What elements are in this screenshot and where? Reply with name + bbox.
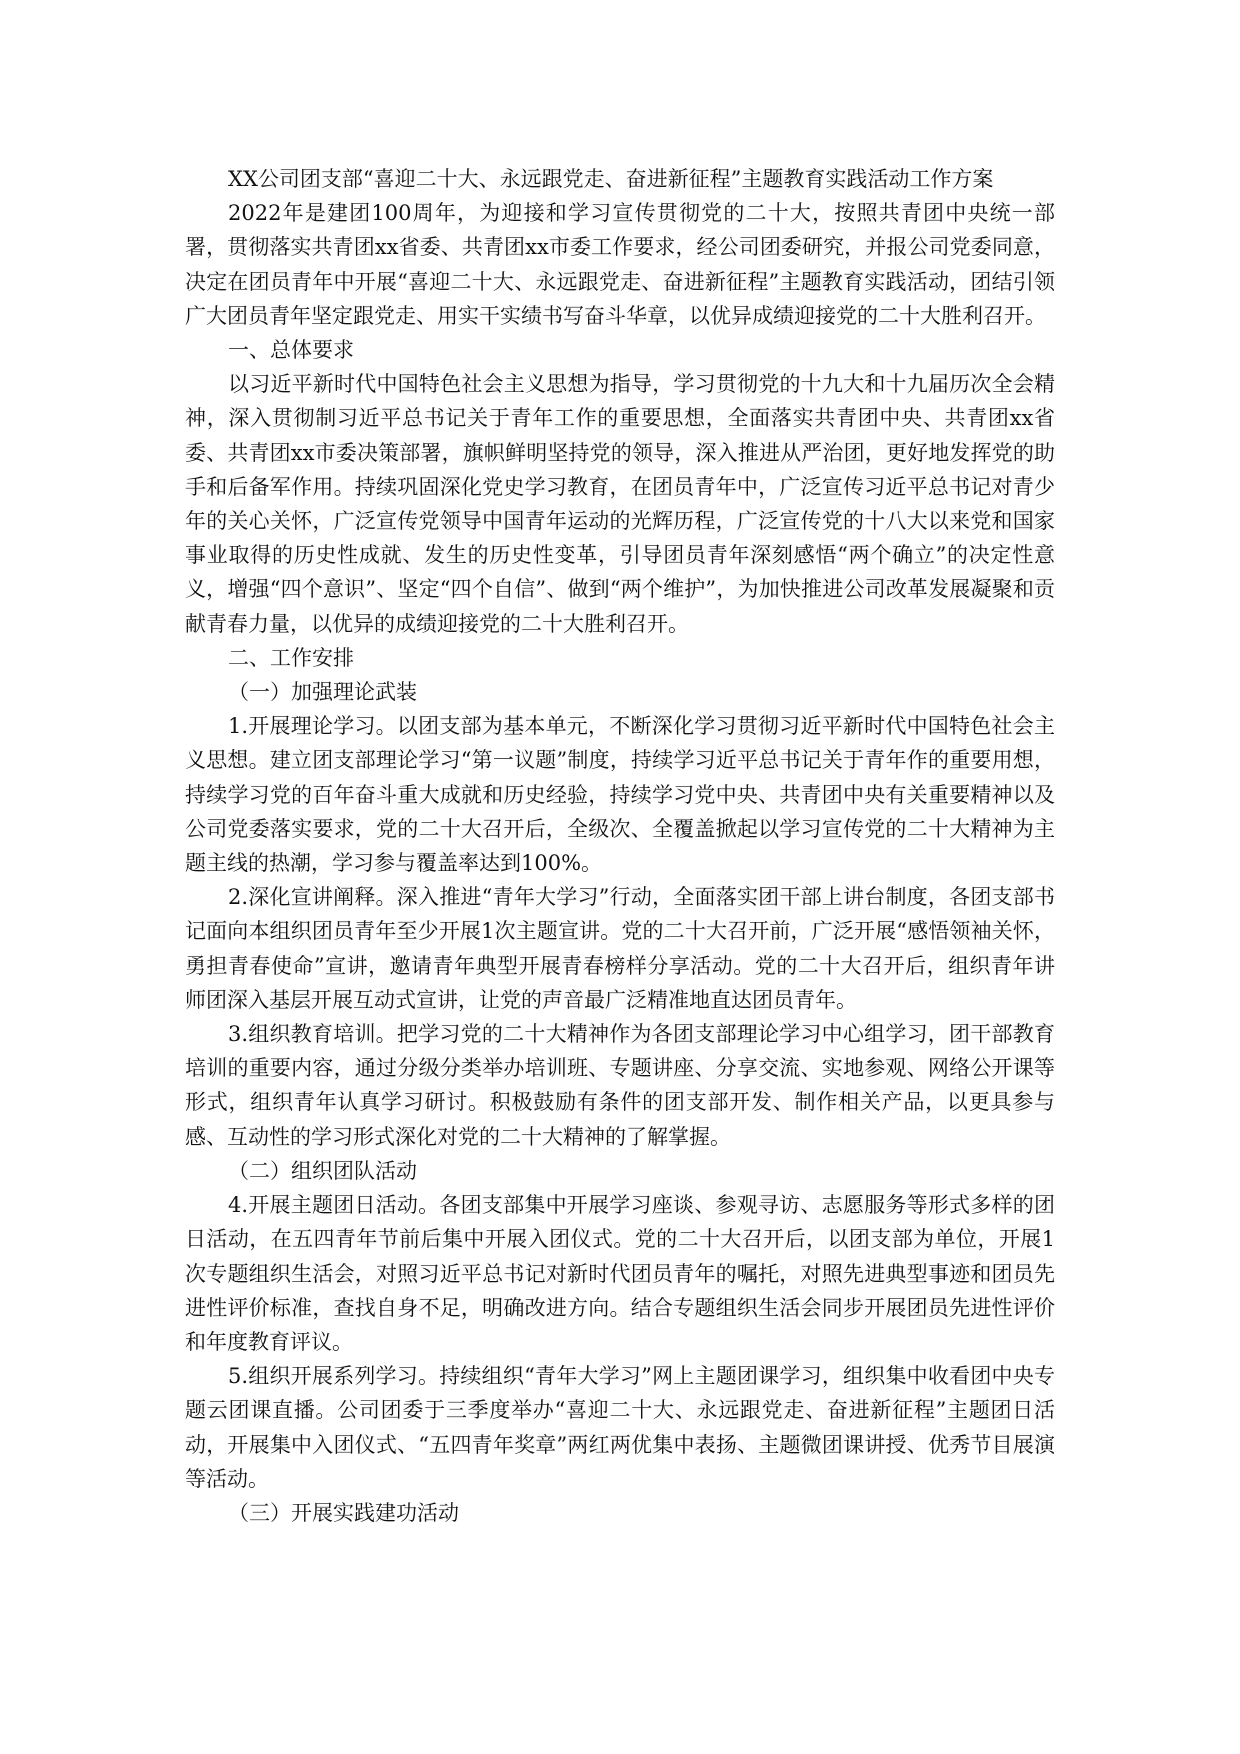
document-title: XX公司团支部“喜迎二十大、永远跟党走、奋进新征程”主题教育实践活动工作方案 <box>228 167 994 191</box>
intro-paragraph: 2022年是建团100周年，为迎接和学习宣传贯彻党的二十大，按照共青团中央统一部署，贯彻落实共青团xx省委、共青团xx市委工作要求，经公司团委研究，并报公司党委同意，决定在团员青年中开展“喜迎二十大、永远跟党走、奋进新征程”主题教育实践活动，团结引领广大团员青年坚定跟党走、用实干实绩书写奋斗华章，以优异成绩迎接党的二十大胜利召开。 <box>185 201 1055 328</box>
subsection-heading-theory: （一）加强理论武装 <box>228 680 417 705</box>
section-heading-general-requirements: 一、总体要求 <box>228 338 354 363</box>
item-paragraph-5: 5.组织开展系列学习。持续组织“青年大学习”网上主题团课学习，组织集中收看团中央专题云团课直播。公司团委于三季度举办“喜迎二十大、永远跟党走、奋进新征程”主题团日活动，开展集中入团仪式、“五四青年奖章”两红两优集中表扬、主题微团课讲授、优秀节目展演等活动。 <box>185 1364 1055 1491</box>
item-paragraph-2: 2.深化宣讲阐释。深入推进“青年大学习”行动，全面落实团干部上讲台制度，各团支部书记面向本组织团员青年至少开展1次主题宣讲。党的二十大召开前，广泛开展“感悟领袖关怀，勇担青春使命”宣讲，邀请青年典型开展青春榜样分享活动。党的二十大召开后，组织青年讲师团深入基层开展互动式宣讲，让党的声音最广泛精准地直达团员青年。 <box>185 885 1055 1012</box>
item-paragraph-4: 4.开展主题团日活动。各团支部集中开展学习座谈、参观寻访、志愿服务等形式多样的团日活动，在五四青年节前后集中开展入团仪式。党的二十大召开后，以团支部为单位，开展1次专题组织生活会，对照习近平总书记对新时代团员青年的嘱托，对照先进典型事迹和团员先进性评价标准，查找自身不足，明确改进方向。结合专题组织生活会同步开展团员先进性评价和年度教育评议。 <box>185 1193 1055 1354</box>
subsection-heading-practice: （三）开展实践建功活动 <box>228 1500 459 1525</box>
document-body <box>185 162 1055 1530</box>
general-requirements-paragraph: 以习近平新时代中国特色社会主义思想为指导，学习贯彻党的十九大和十九届历次全会精神，深入贯彻制习近平总书记关于青年工作的重要思想，全面落实共青团中央、共青团xx省委、共青团xx市委决策部署，旗帜鲜明坚持党的领导，深入推进从严治团，更好地发挥党的助手和后备军作用。持续巩固深化党史学习教育，在团员青年中，广泛宣传习近平总书记对青少年的关心关怀，广泛宣传党领导中国青年运动的光辉历程，广泛宣传党的十八大以来党和国家事业取得的历史性成就、发生的历史性变革，引导团员青年深刻感悟“两个确立”的决定性意义，增强“四个意识”、坚定“四个自信”、做到“两个维护”，为加快推进公司改革发展凝聚和贡献青春力量，以优异的成绩迎接党的二十大胜利召开。 <box>185 372 1055 636</box>
item-paragraph-1: 1.开展理论学习。以团支部为基本单元，不断深化学习贯彻习近平新时代中国特色社会主义思想。建立团支部理论学习“第一议题”制度，持续学习近平总书记关于青年作的重要用想，持续学习党的百年奋斗重大成就和历史经验，持续学习党中央、共青团中央有关重要精神以及公司党委落实要求，党的二十大召开后，全级次、全覆盖掀起以学习宣传党的二十大精神为主题主线的热潮，学习参与覆盖率达到100%。 <box>185 714 1055 876</box>
section-heading-work-arrangements: 二、工作安排 <box>228 645 354 670</box>
subsection-heading-team-activities: （二）组织团队活动 <box>228 1158 417 1183</box>
item-paragraph-3: 3.组织教育培训。把学习党的二十大精神作为各团支部理论学习中心组学习，团干部教育培训的重要内容，通过分级分类举办培训班、专题讲座、分享交流、实地参观、网络公开课等形式，组织青年认真学习研讨。积极鼓励有条件的团支部开发、制作相关产品，以更具参与感、互动性的学习形式深化对党的二十大精神的了解掌握。 <box>185 1022 1055 1149</box>
